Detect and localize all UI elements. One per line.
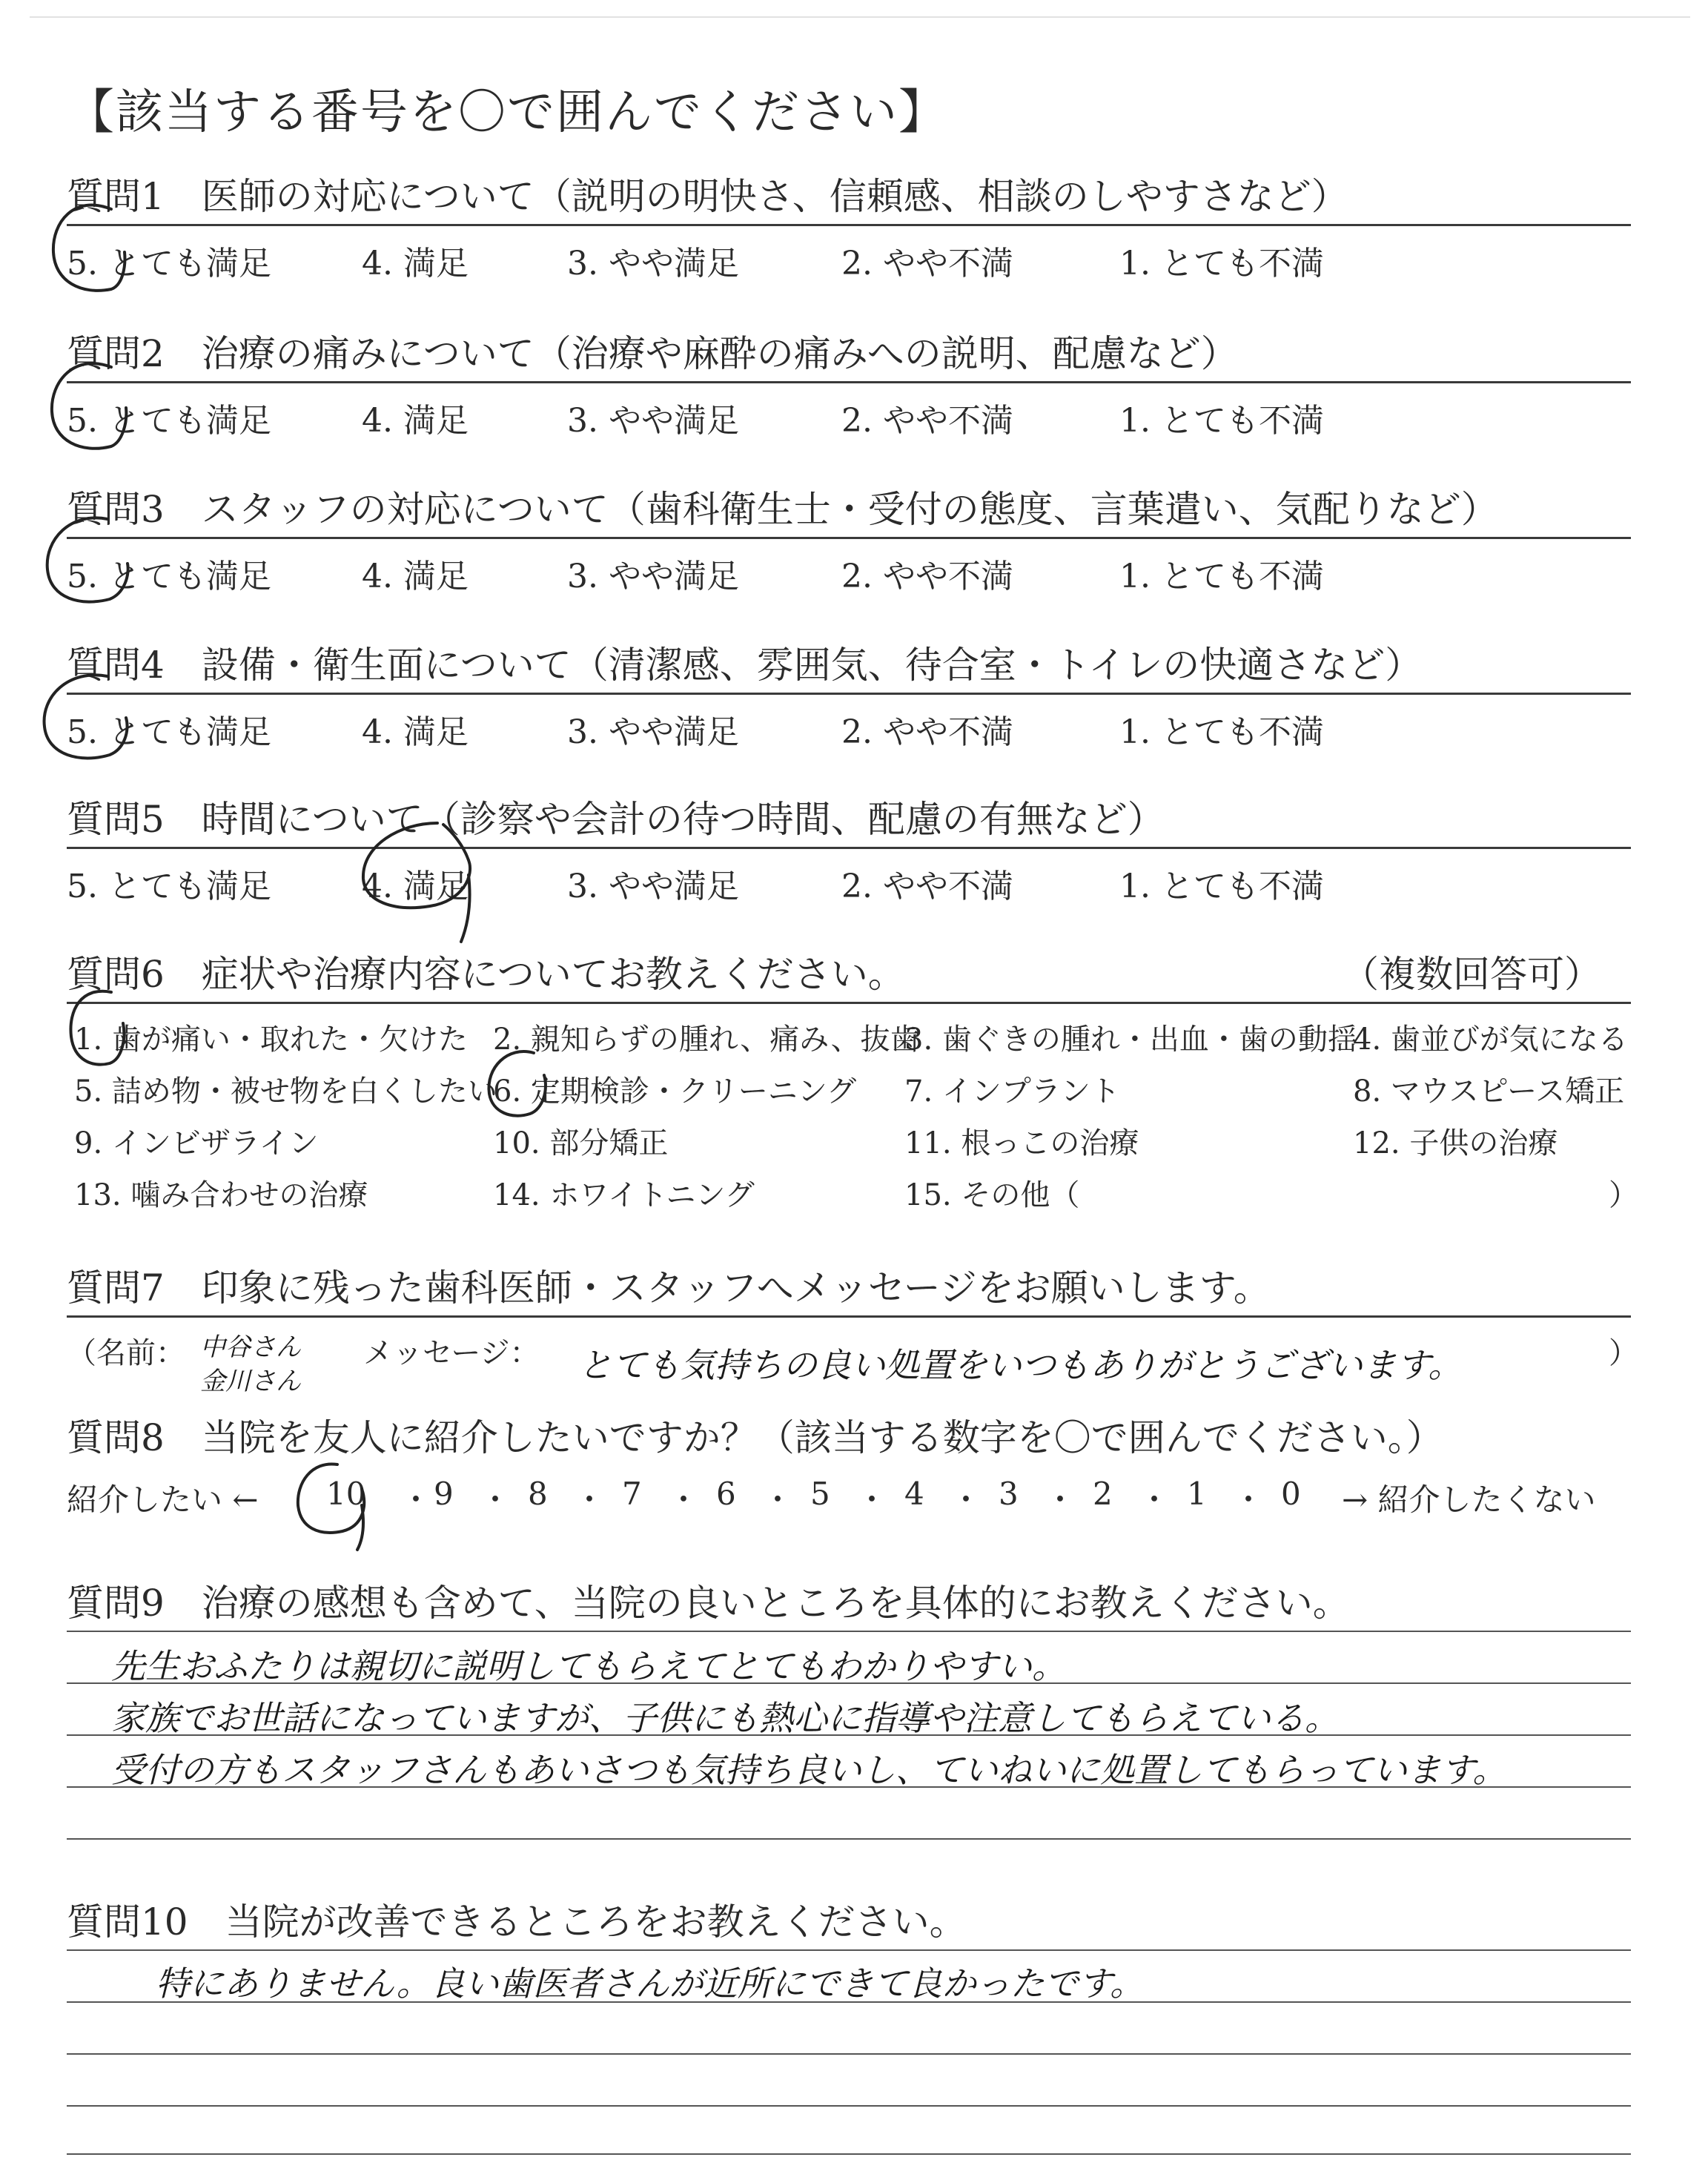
option-2-somewhat-dissatisfied[interactable]: 2. やや不満 [841, 558, 1013, 595]
question-6 [67, 947, 1638, 1219]
question-5-options [67, 849, 1631, 908]
treatment-option-1[interactable]: 1. 歯が痛い・取れた・欠けた [74, 1023, 468, 1057]
option-3-somewhat-satisfied[interactable]: 3. やや満足 [567, 868, 739, 905]
treatment-option-11[interactable]: 11. 根っこの治療 [904, 1126, 1139, 1160]
scale-8[interactable]: 8 [528, 1476, 548, 1512]
recommend-scale [67, 1465, 1631, 1532]
scale-7[interactable]: 7 [622, 1476, 642, 1512]
treatment-option-2[interactable]: 2. 親知らずの腫れ、痛み、抜歯 [493, 1023, 920, 1057]
option-3-somewhat-satisfied[interactable]: 3. やや満足 [567, 713, 739, 751]
treatment-option-10[interactable]: 10. 部分矯正 [493, 1126, 669, 1160]
scale-10[interactable]: 10 [326, 1476, 366, 1512]
option-4-satisfied[interactable]: 4. 満足 [362, 402, 469, 440]
answer-line [67, 2053, 1631, 2055]
name-label: （名前： [67, 1336, 185, 1370]
question-3-options [67, 539, 1631, 598]
scale-4[interactable]: 4 [904, 1476, 924, 1512]
treatment-option-14[interactable]: 14. ホワイトニング [493, 1178, 755, 1212]
scale-5[interactable]: 5 [810, 1476, 830, 1512]
answer-line [67, 1631, 1631, 1632]
answer-line-1[interactable]: 特にありません。良い歯医者さんが近所にできて良かったです。 [156, 1964, 1145, 2004]
treatment-option-13[interactable]: 13. 噛み合わせの治療 [74, 1178, 368, 1212]
option-1-very-dissatisfied[interactable]: 1. とても不満 [1119, 558, 1324, 595]
treatment-option-4[interactable]: 4. 歯並びが気になる [1353, 1023, 1628, 1057]
multiple-answers-note: （複数回答可） [1342, 953, 1601, 996]
option-4-satisfied[interactable]: 4. 満足 [362, 558, 469, 595]
name-value-1[interactable]: 中谷さん [200, 1332, 301, 1362]
page-title: 【該当する番号を〇で囲んでください】 [67, 85, 947, 140]
treatment-option-6[interactable]: 6. 定期検診・クリーニング [493, 1074, 857, 1109]
option-2-somewhat-dissatisfied[interactable]: 2. やや不満 [841, 245, 1013, 283]
scale-dot: ・ [1139, 1482, 1171, 1518]
treatment-options-grid [67, 1004, 1638, 1219]
scale-9[interactable]: 9 [434, 1476, 454, 1512]
option-2-somewhat-dissatisfied[interactable]: 2. やや不満 [841, 868, 1013, 905]
question-9-answer-area [67, 1631, 1631, 1912]
option-2-somewhat-dissatisfied[interactable]: 2. やや不満 [841, 713, 1013, 751]
scale-dot: ・ [574, 1482, 606, 1518]
question-2 [67, 326, 1631, 443]
question-7 [67, 1261, 1638, 1399]
treatment-option-9[interactable]: 9. インビザライン [74, 1126, 319, 1160]
option-1-very-dissatisfied[interactable]: 1. とても不満 [1119, 868, 1324, 905]
question-4 [67, 638, 1631, 754]
option-5-very-satisfied[interactable]: 5. とても満足 [67, 868, 271, 905]
scan-edge-line [30, 16, 1690, 18]
scale-0[interactable]: 0 [1281, 1476, 1301, 1512]
name-value-2[interactable]: 金川さん [200, 1367, 301, 1396]
question-1-options [67, 226, 1631, 285]
scale-6[interactable]: 6 [716, 1476, 736, 1512]
option-4-satisfied[interactable]: 4. 満足 [362, 868, 469, 905]
answer-line [67, 1838, 1631, 1840]
question-4-options [67, 695, 1631, 754]
option-2-somewhat-dissatisfied[interactable]: 2. やや不満 [841, 402, 1013, 440]
question-3-label: 質問3 スタッフの対応について（歯科衛生士・受付の態度、言葉遣い、気配りなど） [67, 488, 1498, 531]
question-7-label: 質問7 印象に残った歯科医師・スタッフへメッセージをお願いします。 [67, 1266, 1271, 1309]
option-1-very-dissatisfied[interactable]: 1. とても不満 [1119, 713, 1324, 751]
question-6-label [67, 947, 1631, 1002]
question-8 [67, 1410, 1631, 1532]
treatment-option-12[interactable]: 12. 子供の治療 [1353, 1126, 1558, 1160]
scale-dot: ・ [480, 1482, 512, 1518]
message-close-paren: ） [1609, 1336, 1638, 1370]
message-label: メッセージ： [363, 1336, 540, 1370]
option-3-somewhat-satisfied[interactable]: 3. やや満足 [567, 245, 739, 283]
message-value[interactable]: とても気持ちの良い処置をいつもありがとうございます。 [578, 1345, 1463, 1385]
option-4-satisfied[interactable]: 4. 満足 [362, 245, 469, 283]
question-1 [67, 169, 1631, 285]
option-5-very-satisfied[interactable]: 5. とても満足 [67, 402, 271, 440]
answer-line [67, 1949, 1631, 1951]
scale-dot: ・ [400, 1482, 432, 1518]
question-9 [67, 1576, 1631, 1912]
treatment-option-8[interactable]: 8. マウスピース矯正 [1353, 1074, 1625, 1109]
scale-dot: ・ [668, 1482, 700, 1518]
option-4-satisfied[interactable]: 4. 満足 [362, 713, 469, 751]
treatment-option-3[interactable]: 3. 歯ぐきの腫れ・出血・歯の動揺 [904, 1023, 1357, 1057]
scale-3[interactable]: 3 [999, 1476, 1019, 1512]
question-9-label: 質問9 治療の感想も含めて、当院の良いところを具体的にお教えください。 [67, 1582, 1350, 1625]
answer-line [67, 2153, 1631, 2155]
question-5-label: 質問5 時間について（診察や会計の待つ時間、配慮の有無など） [67, 798, 1165, 841]
option-1-very-dissatisfied[interactable]: 1. とても不満 [1119, 402, 1324, 440]
question-8-label: 質問8 当院を友人に紹介したいですか？（該当する数字を〇で囲んでください。） [67, 1416, 1443, 1459]
answer-line [67, 2105, 1631, 2107]
option-5-very-satisfied[interactable]: 5. とても満足 [67, 558, 271, 595]
scale-right-label: → 紹介したくない [1342, 1482, 1596, 1518]
scale-dot: ・ [762, 1482, 794, 1518]
option-5-very-satisfied[interactable]: 5. とても満足 [67, 713, 271, 751]
question-10-label: 質問10 当院が改善できるところをお教えください。 [67, 1900, 967, 1943]
answer-line-3[interactable]: 受付の方もスタッフさんもあいさつも気持ち良いし、ていねいに処置してもらっています。 [111, 1750, 1507, 1790]
question-4-label: 質問4 設備・衛生面について（清潔感、雰囲気、待合室・トイレの快適さなど） [67, 644, 1423, 687]
question-2-options [67, 383, 1631, 443]
other-close-paren: ） [1609, 1178, 1638, 1212]
scale-2[interactable]: 2 [1093, 1476, 1113, 1512]
treatment-option-7[interactable]: 7. インプラント [904, 1074, 1120, 1109]
answer-line-1[interactable]: 先生おふたりは親切に説明してもらえてとてもわかりやすい。 [111, 1646, 1066, 1686]
option-5-very-satisfied[interactable]: 5. とても満足 [67, 245, 271, 283]
scale-dot: ・ [950, 1482, 982, 1518]
scale-dot: ・ [1233, 1482, 1265, 1518]
option-3-somewhat-satisfied[interactable]: 3. やや満足 [567, 402, 739, 440]
answer-line-2[interactable]: 家族でお世話になっていますが、子供にも熱心に指導や注意してもらえている。 [111, 1698, 1339, 1738]
treatment-option-5[interactable]: 5. 詰め物・被せ物を白くしたい [74, 1074, 497, 1109]
question-6-text: 質問6 症状や治療内容についてお教えください。 [67, 953, 905, 996]
question-1-label: 質問1 医師の対応について（説明の明快さ、信頼感、相談のしやすさなど） [67, 175, 1348, 218]
question-10 [67, 1895, 1631, 2157]
message-row [67, 1318, 1638, 1399]
question-2-label: 質問2 治療の痛みについて（治療や麻酔の痛みへの説明、配慮など） [67, 332, 1238, 375]
scale-1[interactable]: 1 [1187, 1476, 1207, 1512]
scale-dot: ・ [856, 1482, 888, 1518]
scale-left-label: 紹介したい ← [67, 1482, 259, 1518]
treatment-option-15-other[interactable]: 15. その他（ [904, 1178, 1080, 1212]
question-10-answer-area [67, 1949, 1631, 2157]
scale-dot: ・ [1045, 1482, 1076, 1518]
option-3-somewhat-satisfied[interactable]: 3. やや満足 [567, 558, 739, 595]
question-5 [67, 792, 1631, 908]
question-3 [67, 482, 1631, 598]
option-1-very-dissatisfied[interactable]: 1. とても不満 [1119, 245, 1324, 283]
